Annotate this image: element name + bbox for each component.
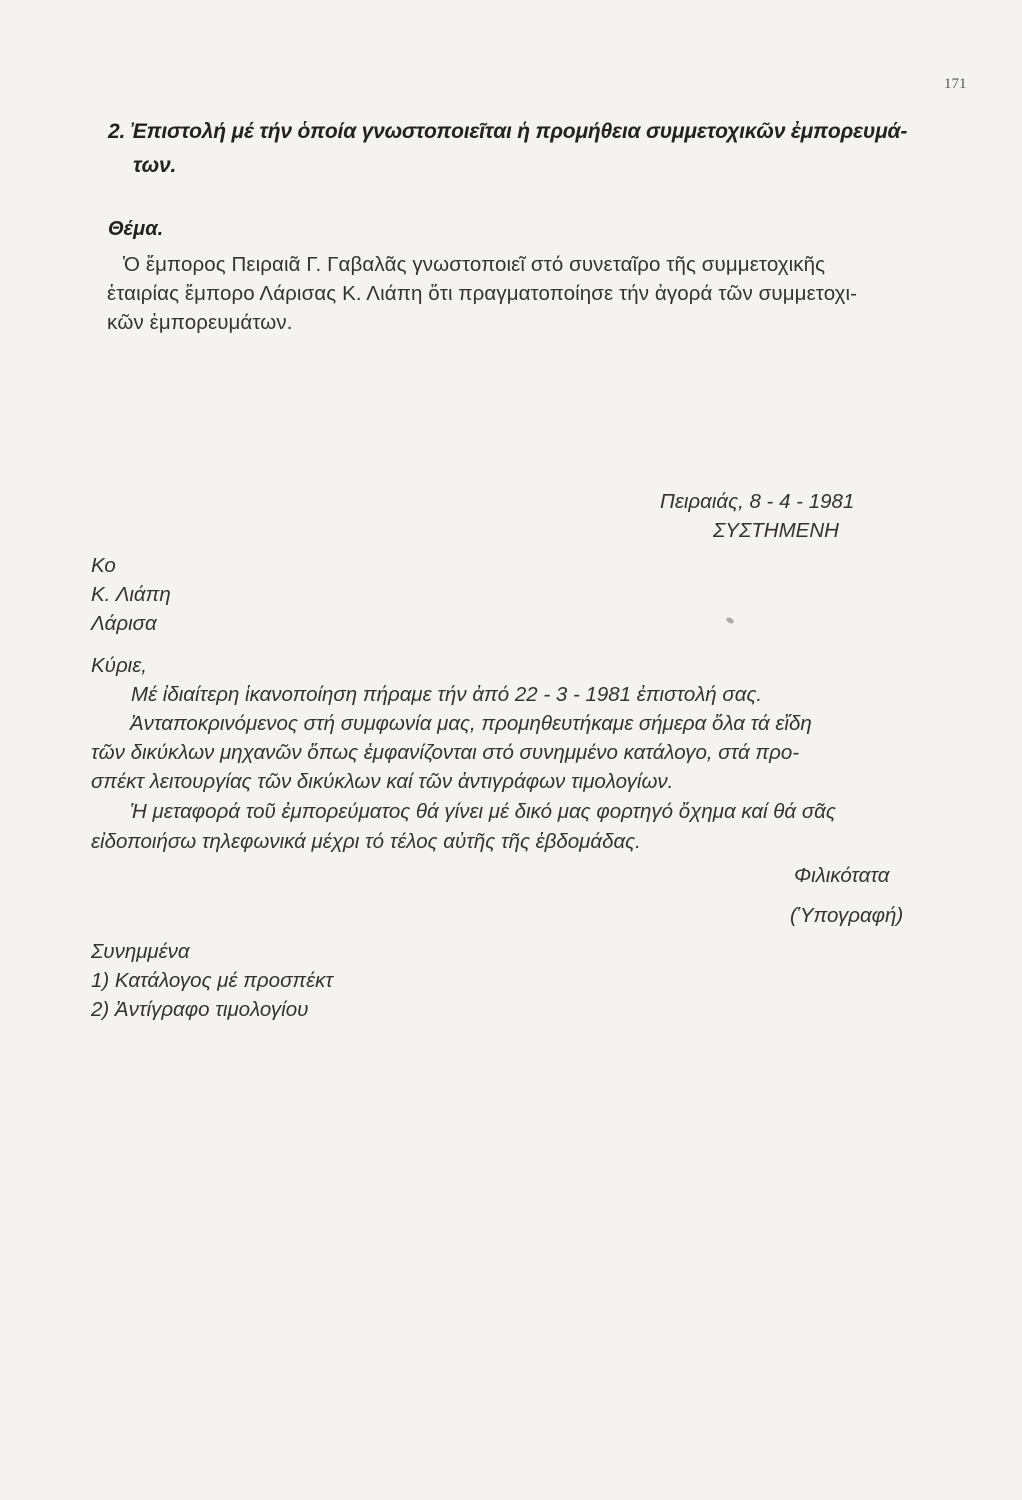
section-heading-line-1: 2. Ἐπιστολή μέ τήν ὁποία γνωστοποιεῖται ἡ προμήθεια συμμετοχικῶν ἐμπορευμά-: [108, 120, 908, 143]
registered-mail-label: ΣΥΣΤΗΜΕΝΗ: [713, 519, 839, 542]
letter-date: Πειραιάς, 8 - 4 - 1981: [660, 490, 855, 513]
recipient-salutation: Κο: [91, 554, 116, 577]
letter-body-line-6: εἰδοποιήσω τηλεφωνικά μέχρι τό τέλος αὐτῆς τῆς ἑβδομάδας.: [91, 830, 641, 853]
subject-line-2: ἑταιρίας ἔμπορο Λάρισας Κ. Λιάπη ὅτι πραγματοποίησε τήν ἀγορά τῶν συμμετοχι-: [107, 282, 858, 305]
recipient-city: Λάρισα: [91, 612, 157, 635]
subject-label: Θέμα.: [108, 218, 164, 240]
letter-body-line-4: σπέκτ λειτουργίας τῶν δικύκλων καί τῶν ἀντιγράφων τιμολογίων.: [91, 770, 674, 793]
ink-smudge: [725, 616, 734, 624]
attachments-label: Συνημμένα: [91, 940, 190, 963]
subject-line-1: Ὁ ἔμπορος Πειραιᾶ Γ. Γαβαλᾶς γνωστοποιεῖ στό συνεταῖρο τῆς συμμετοχικῆς: [123, 253, 826, 276]
page-number: 171: [944, 76, 967, 92]
signature-placeholder: (Ὑπογραφή): [790, 904, 904, 927]
attachment-item-1: 1) Κατάλογος μέ προσπέκτ: [91, 969, 334, 992]
subject-line-3: κῶν ἐμπορευμάτων.: [107, 311, 293, 334]
letter-body-line-2: Ἀνταποκρινόμενος στή συμφωνία μας, προμηθευτήκαμε σήμερα ὅλα τά εἴδη: [130, 712, 812, 735]
letter-closing: Φιλικότατα: [794, 864, 890, 887]
attachment-item-2: 2) Ἀντίγραφο τιμολογίου: [91, 998, 309, 1021]
letter-greeting: Κύριε,: [91, 654, 147, 677]
letter-body-line-5: Ἡ μεταφορά τοῦ ἐμπορεύματος θά γίνει μέ δικό μας φορτηγό ὄχημα καί θά σᾶς: [130, 800, 836, 823]
letter-body-line-3: τῶν δικύκλων μηχανῶν ὅπως ἐμφανίζονται στό συνημμένο κατάλογο, στά προ-: [91, 741, 800, 764]
recipient-name: Κ. Λιάπη: [91, 583, 171, 606]
letter-body-line-1: Μέ ἰδιαίτερη ἱκανοποίηση πήραμε τήν ἀπό 22 - 3 - 1981 ἐπιστολή σας.: [131, 683, 763, 706]
section-heading-line-2: των.: [133, 154, 177, 177]
